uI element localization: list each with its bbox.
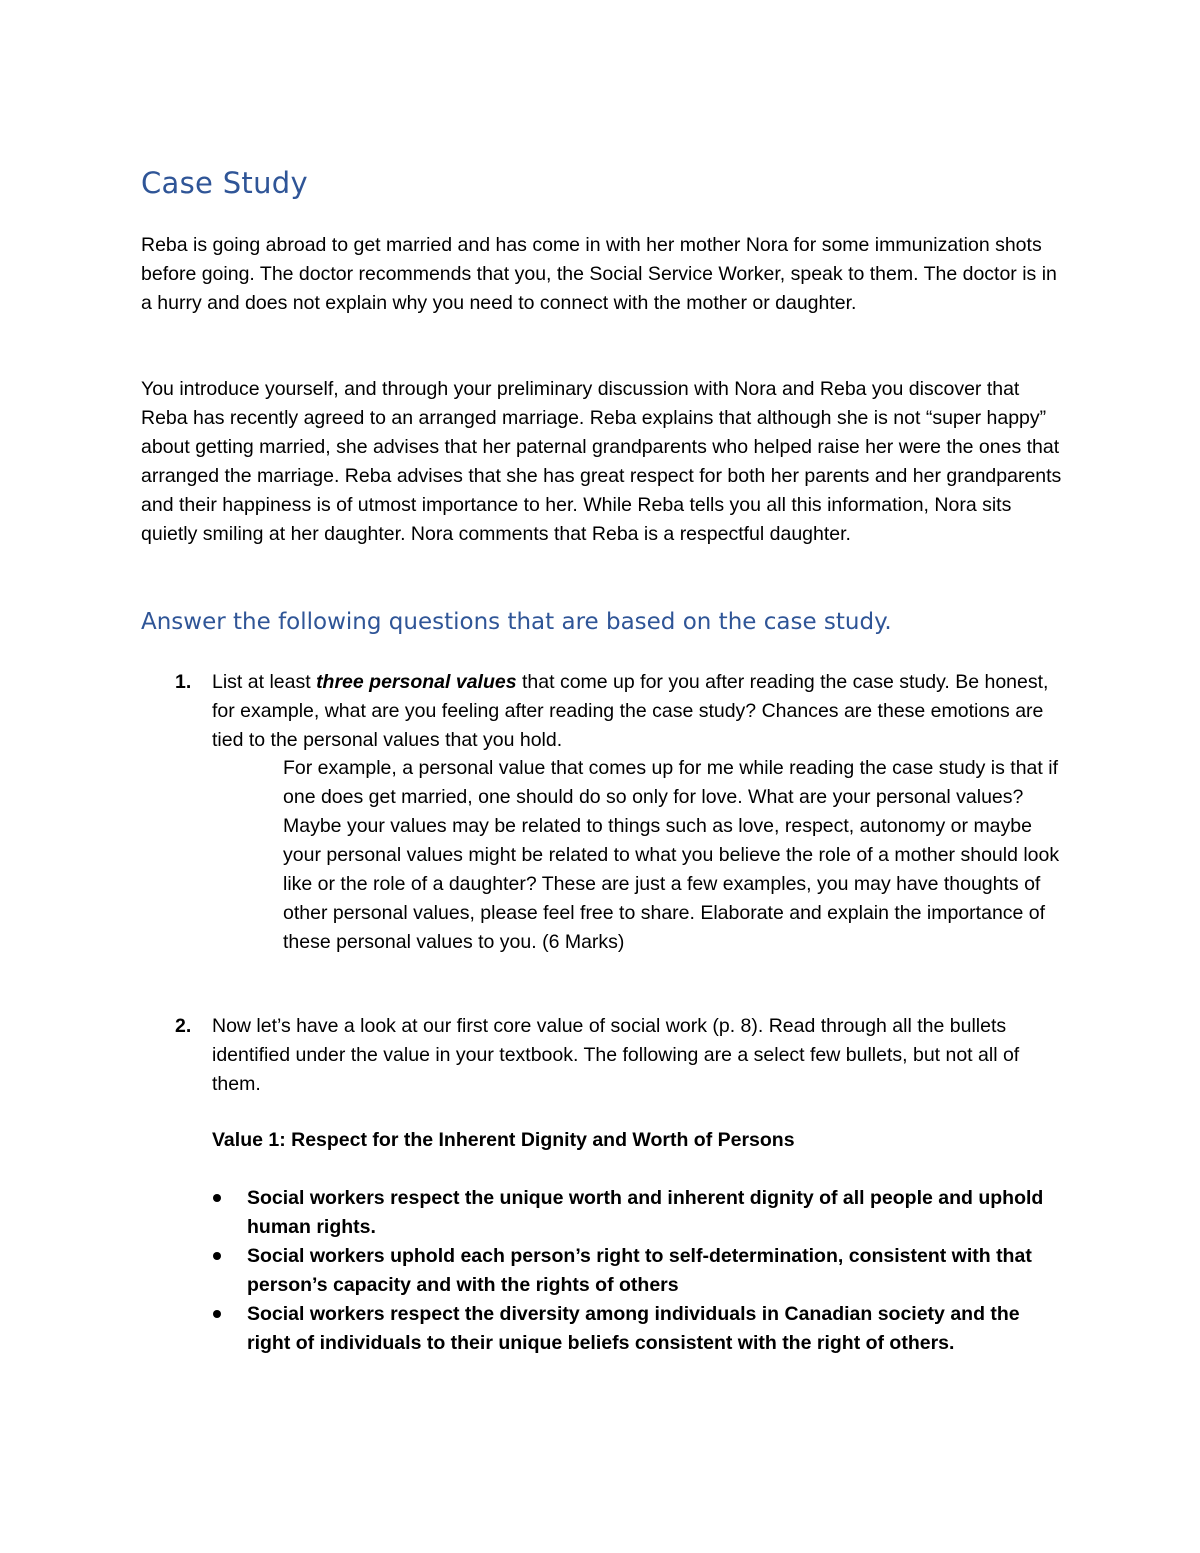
question-1-text-after: that come up for you after reading the case study. Be honest, for example, what are you feeling after reading the case study? Chances are these emotions are tied to the personal values that you hold.: [212, 671, 1049, 751]
bullet-icon: [213, 1252, 221, 1260]
list-item: [212, 1242, 1062, 1300]
question-1-emphasis: three personal values: [316, 671, 517, 693]
question-1-text: [212, 668, 1072, 755]
page-title: Case Study: [141, 166, 308, 200]
question-1-example: For example, a personal value that comes up for me while reading the case study is that if one does get married, one should do so only for love. What are your personal values? Maybe your values may be related to things such as love, respect, autonomy or maybe your personal values might be related to what you believe the role of a mother should look like or the role of a daughter? These are just a few examples, you may have thoughts of other personal values, please feel free to share. Elaborate and explain the importance of these personal values to you. (6 Marks): [283, 757, 1060, 953]
question-1-text-before: List at least: [212, 671, 317, 693]
question-2-text: Now let’s have a look at our first core value of social work (p. 8). Read through all the bullets identified under the value in your textbook. The following are a select few bullets, but not all of them.: [212, 1015, 1020, 1095]
bullet-icon: [213, 1194, 221, 1202]
question-2-number: 2.: [175, 1015, 192, 1037]
bullet-text: Social workers respect the diversity among individuals in Canadian society and the right of individuals to their unique beliefs consistent with the right of others.: [247, 1303, 1020, 1354]
bullet-text: Social workers uphold each person’s right to self-determination, consistent with that person’s capacity and with the rights of others: [247, 1245, 1032, 1296]
case-paragraph-1: Reba is going abroad to get married and has come in with her mother Nora for some immunization shots before going. The doctor recommends that you, the Social Service Worker, speak to them. The doctor is in a hurry and does not explain why you need to connect with the mother or daughter.: [141, 234, 1057, 314]
case-paragraph-2: You introduce yourself, and through your preliminary discussion with Nora and Reba you discover that Reba has recently agreed to an arranged marriage. Reba explains that although she is not “super happy” about getting married, she advises that her paternal grandparents who helped raise her were the ones that arranged the marriage. Reba advises that she has great respect for both her parents and her grandparents and their happiness is of utmost importance to her. While Reba tells you all this information, Nora sits quietly smiling at her daughter. Nora comments that Reba is a respectful daughter.: [141, 378, 1062, 545]
list-item: [212, 1300, 1062, 1358]
list-item: [212, 1184, 1062, 1242]
questions-heading: Answer the following questions that are based on the case study.: [141, 609, 892, 635]
question-1-number: 1.: [175, 671, 192, 693]
bullet-icon: [213, 1310, 221, 1318]
value-1-title: Value 1: Respect for the Inherent Dignity and Worth of Persons: [212, 1129, 795, 1151]
bullet-text: Social workers respect the unique worth and inherent dignity of all people and uphold human rights.: [247, 1187, 1044, 1238]
value-bullet-list: [212, 1184, 1062, 1358]
